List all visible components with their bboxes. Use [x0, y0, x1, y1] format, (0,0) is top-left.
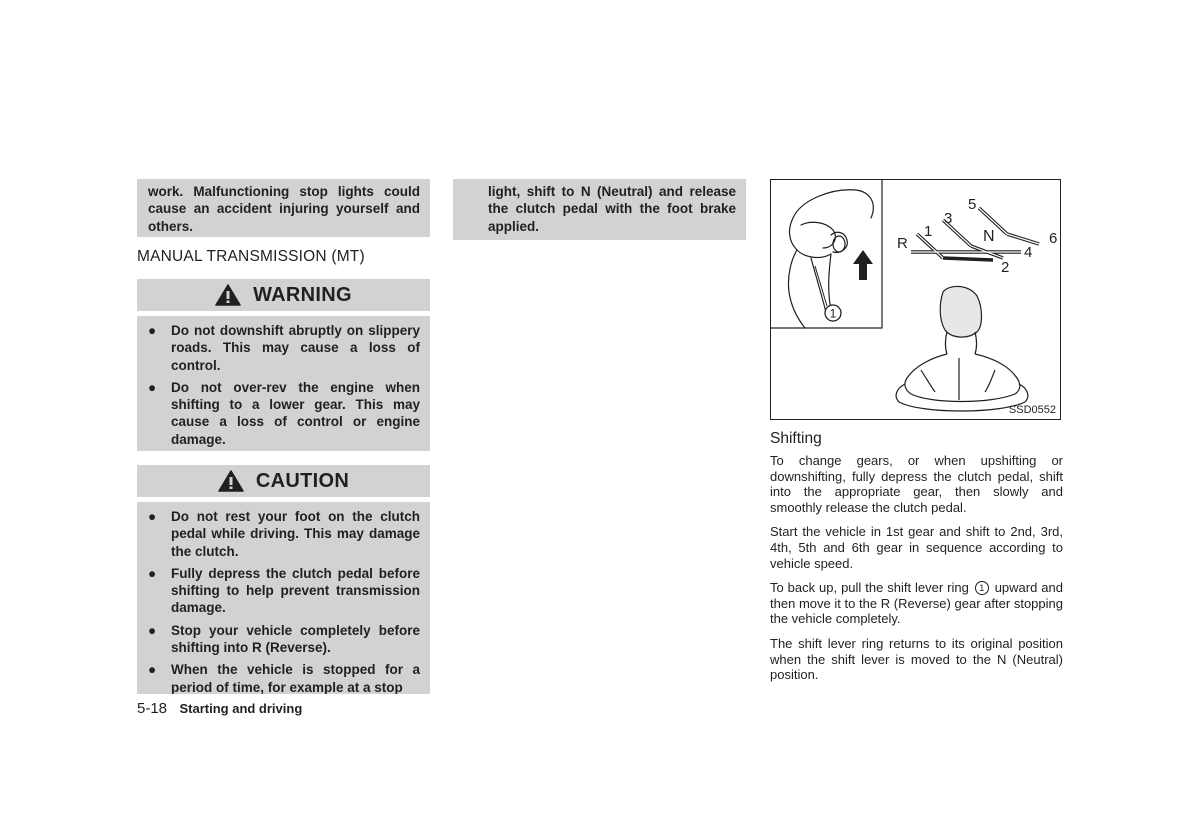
list-item: ● Stop your vehicle completely before shifting into R (Reverse).: [148, 622, 420, 656]
footer-section-title: Starting and driving: [179, 701, 303, 716]
bullet-icon: ●: [148, 323, 157, 338]
page-footer: [137, 700, 302, 718]
caution-header: [137, 465, 430, 497]
gear-label-r: R: [897, 235, 908, 252]
list-item: ● Fully depress the clutch pedal before shifting to help prevent transmission damage.: [148, 565, 420, 616]
callout-number: 1: [829, 306, 837, 321]
paragraph: The shift lever ring returns to its original position when the shift lever is moved to the N (Neutral) position.: [770, 635, 1063, 683]
gear-label-5: 5: [968, 196, 977, 213]
gear-label-6: 6: [1049, 230, 1058, 247]
shift-pattern-figure: [770, 179, 1061, 420]
bullet-icon: ●: [148, 622, 157, 638]
paragraph: To change gears, or when upshifting or downshifting, fully depress the clutch pedal, shift into the appropriate gear, then slowly and smoothly release the clutch pedal.: [770, 453, 1063, 515]
figure-code: SSD0552: [1008, 404, 1056, 416]
caution-body: [137, 502, 430, 694]
continuation-box-middle: [453, 179, 746, 240]
gear-label-2: 2: [1001, 259, 1010, 276]
gear-label-n: N: [983, 228, 995, 245]
gear-label-3: 3: [944, 210, 953, 227]
bullet-icon: ●: [148, 379, 157, 395]
shift-lever-illustration: [771, 180, 1060, 419]
section-heading: MANUAL TRANSMISSION (MT): [137, 248, 365, 265]
warning-body: [137, 316, 430, 451]
subsection-heading: Shifting: [770, 430, 822, 447]
body-text: [770, 453, 1063, 692]
paragraph: Start the vehicle in 1st gear and shift to 2nd, 3rd, 4th, 5th and 6th gear in sequence according to vehicle speed.: [770, 524, 1063, 571]
warning-title: WARNING: [253, 283, 352, 306]
bullet-icon: ●: [148, 565, 157, 581]
continuation-text-left: work. Malfunctioning stop lights could cause an accident injuring yourself and others.: [148, 184, 420, 234]
list-item: ● Do not downshift abruptly on slippery roads. This may cause a loss of control.: [148, 323, 420, 373]
list-item: ● When the vehicle is stopped for a period of time, for example at a stop: [148, 662, 420, 694]
continuation-box-left: [137, 179, 430, 237]
bullet-icon: ●: [148, 662, 157, 678]
list-item: ● Do not over-rev the engine when shifting to a lower gear. This may cause a loss of control or engine damage.: [148, 379, 420, 447]
continuation-text-middle: light, shift to N (Neutral) and release the clutch pedal with the foot brake applied.: [488, 184, 736, 234]
bullet-icon: ●: [148, 509, 157, 524]
warning-triangle-icon: [215, 284, 241, 306]
page-number: 5-18: [137, 700, 168, 717]
list-item: ● Do not rest your foot on the clutch pedal while driving. This may damage the clutch.: [148, 509, 420, 559]
paragraph: To back up, pull the shift lever ring 1 upward and then move it to the R (Reverse) gear after stopping the vehicle completely.: [770, 580, 1063, 627]
caution-title: CAUTION: [255, 469, 350, 492]
callout-ref-icon: 1: [975, 581, 989, 595]
gear-label-1: 1: [924, 223, 933, 240]
gear-label-4: 4: [1024, 244, 1033, 261]
warning-header: [137, 279, 430, 311]
caution-triangle-icon: [218, 470, 244, 492]
